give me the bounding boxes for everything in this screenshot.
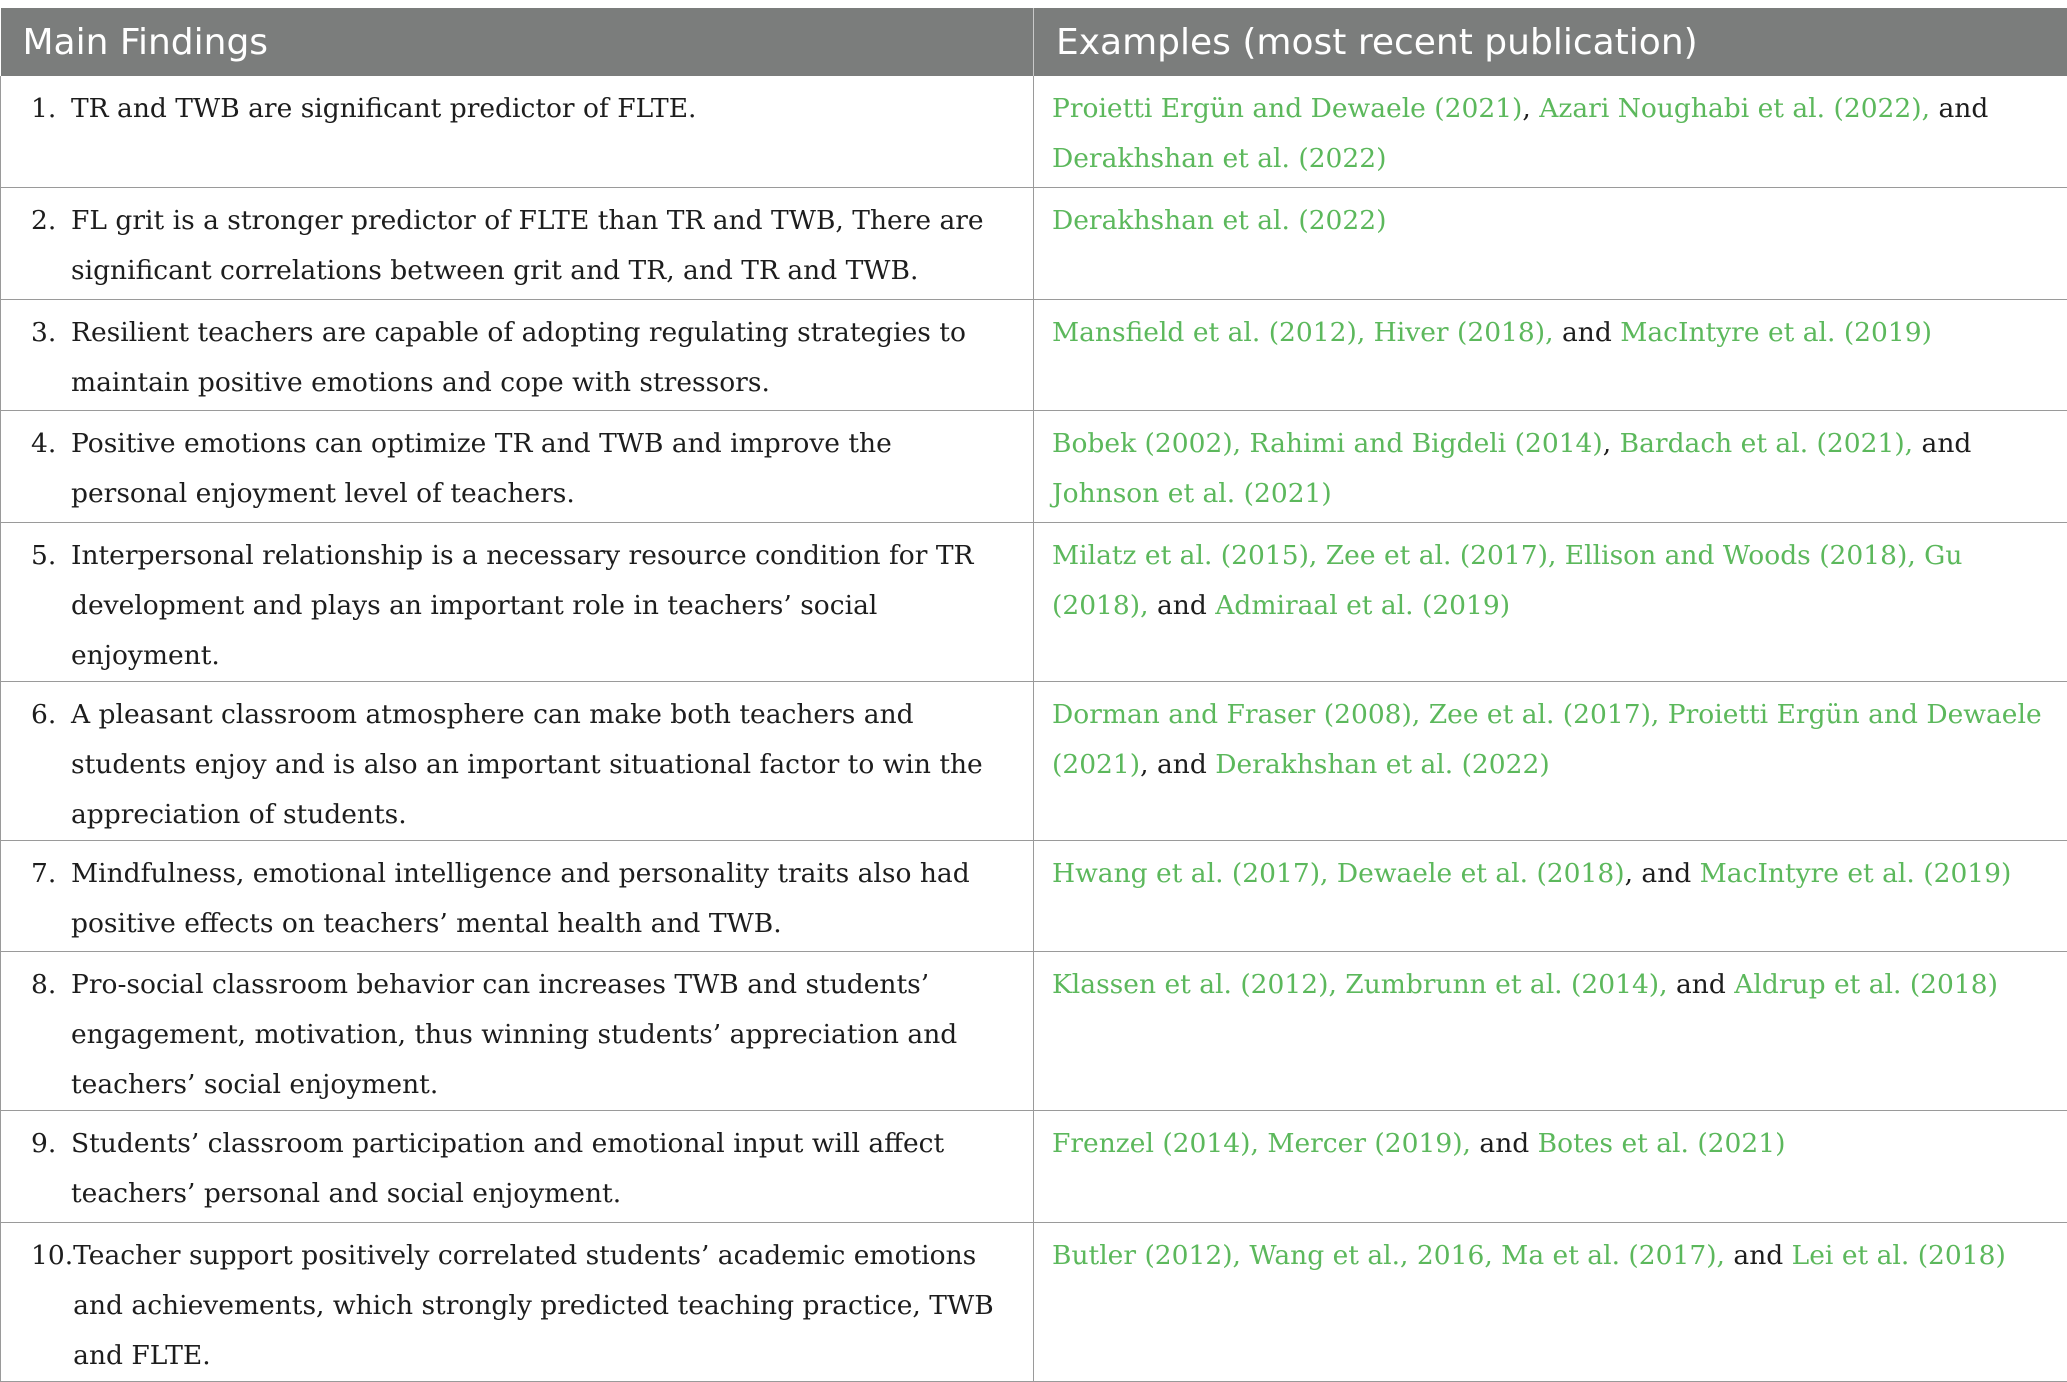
finding-text: Interpersonal relationship is a necessary resource condition for TR development and plays an important role in teachers’ social enjoyment. [71,531,1013,681]
table-row [1,299,2067,411]
finding-number: 8. [31,960,71,1110]
finding-item [31,84,1013,134]
finding-number: 4. [31,419,71,519]
header-row [1,8,2067,76]
finding-text: Positive emotions can optimize TR and TWB and improve the personal enjoyment level of teachers. [71,419,1013,519]
citation-link[interactable]: Klassen et al. (2012), Zumbrunn et al. (2014), [1052,969,1668,1000]
finding-item [31,531,1013,681]
table-row [1,952,2067,1111]
finding-number: 10. [31,1231,73,1381]
examples-cell [1034,299,2067,411]
finding-text: Students’ classroom participation and emotional input will affect teachers’ personal and social enjoyment. [71,1119,1013,1219]
examples-cell [1034,76,2067,188]
citation-link[interactable]: Lei et al. (2018) [1792,1240,2006,1271]
examples-cell [1034,411,2067,523]
citation-link[interactable]: Hwang et al. (2017), Dewaele et al. (2018) [1052,858,1625,889]
citation-link[interactable]: Derakhshan et al. (2022) [1052,143,1386,174]
citation-link[interactable]: Aldrup et al. (2018) [1734,969,1998,1000]
citation-link[interactable]: Proietti Ergün and Dewaele (2021) [1052,93,1522,124]
finding-item [31,419,1013,519]
finding-text: FL grit is a stronger predictor of FLTE than TR and TWB, There are significant correlations between grit and TR, and TR and TWB. [71,196,1013,296]
finding-text: Mindfulness, emotional intelligence and personality traits also had positive effects on teachers’ mental health and TWB. [71,849,1013,949]
citation-separator: , and [1140,749,1215,780]
finding-number: 9. [31,1119,71,1219]
finding-number: 3. [31,308,71,408]
table-row [1,1111,2067,1223]
finding-item [31,1119,1013,1219]
header-main-findings: Main Findings [1,8,1034,76]
table-row [1,1222,2067,1381]
table-row [1,840,2067,952]
citation-separator: and [1471,1128,1538,1159]
finding-number: 1. [31,84,71,134]
finding-text: A pleasant classroom atmosphere can make both teachers and students enjoy and is also an important situational factor to win the appreciation of students. [71,690,1013,840]
citation-separator: and [1930,93,1997,124]
citation-link[interactable]: Johnson et al. (2021) [1052,478,1332,509]
citation-link[interactable]: Mansfield et al. (2012), Hiver (2018), [1052,317,1554,348]
citation-separator: and [1149,590,1216,621]
citation-link[interactable]: MacIntyre et al. (2019) [1620,317,1932,348]
table-row [1,411,2067,523]
finding-text: Teacher support positively correlated students’ academic emotions and achievements, which strongly predicted teaching practice, TWB and FLTE. [73,1231,1013,1381]
finding-number: 6. [31,690,71,840]
finding-item [31,960,1013,1110]
examples-cell [1034,1222,2067,1381]
finding-cell [1,299,1034,411]
table-row [1,188,2067,300]
finding-text: TR and TWB are significant predictor of FLTE. [71,84,1013,134]
citation-link[interactable]: Derakhshan et al. (2022) [1052,205,1386,236]
citation-separator: and [1668,969,1735,1000]
citation-separator: and [1554,317,1621,348]
citation-link[interactable]: Butler (2012), Wang et al., 2016, Ma et al. (2017), [1052,1240,1725,1271]
finding-item [31,196,1013,296]
citation-separator: and [1725,1240,1792,1271]
header-examples: Examples (most recent publication) [1034,8,2067,76]
finding-number: 5. [31,531,71,681]
finding-cell [1,681,1034,840]
examples-cell [1034,522,2067,681]
finding-cell [1,522,1034,681]
table-header [1,8,2067,76]
finding-cell [1,188,1034,300]
finding-cell [1,840,1034,952]
citation-separator: , [1603,428,1620,459]
finding-item [31,308,1013,408]
citation-link[interactable]: Admiraal et al. (2019) [1215,590,1510,621]
citation-link[interactable]: Botes et al. (2021) [1538,1128,1786,1159]
findings-table-container [0,8,2067,1382]
citation-link[interactable]: Azari Noughabi et al. (2022), [1539,93,1930,124]
findings-table [0,8,2067,1382]
finding-cell [1,952,1034,1111]
finding-cell [1,76,1034,188]
table-body [1,76,2067,1381]
finding-cell [1,1111,1034,1223]
citation-link[interactable]: Bardach et al. (2021), [1620,428,1913,459]
finding-item [31,849,1013,949]
finding-item [31,690,1013,840]
citation-link[interactable]: Milatz et al. (2015), Zee et al. (2017), Ellison and Woods (2018), Gu (2018), [1052,540,1971,621]
citation-link[interactable]: Bobek (2002), Rahimi and Bigdeli (2014) [1052,428,1603,459]
examples-cell [1034,681,2067,840]
examples-cell [1034,840,2067,952]
citation-link[interactable]: Derakhshan et al. (2022) [1215,749,1549,780]
examples-cell [1034,188,2067,300]
examples-cell [1034,1111,2067,1223]
finding-cell [1,411,1034,523]
citation-separator: , [1522,93,1539,124]
table-row [1,76,2067,188]
finding-item [31,1231,1013,1381]
examples-cell [1034,952,2067,1111]
citation-separator: , and [1625,858,1700,889]
finding-text: Resilient teachers are capable of adopting regulating strategies to maintain positive emotions and cope with stressors. [71,308,1013,408]
table-row [1,681,2067,840]
finding-cell [1,1222,1034,1381]
finding-number: 2. [31,196,71,296]
table-row [1,522,2067,681]
citation-link[interactable]: MacIntyre et al. (2019) [1700,858,2012,889]
finding-number: 7. [31,849,71,949]
citation-link[interactable]: Dorman and Fraser (2008), Zee et al. (2017), Proietti Ergün and Dewaele (2021) [1052,699,2050,780]
citation-separator: and [1913,428,1980,459]
citation-link[interactable]: Frenzel (2014), Mercer (2019), [1052,1128,1471,1159]
finding-text: Pro-social classroom behavior can increases TWB and students’ engagement, motivation, thus winning students’ appreciation and teachers’ social enjoyment. [71,960,1013,1110]
